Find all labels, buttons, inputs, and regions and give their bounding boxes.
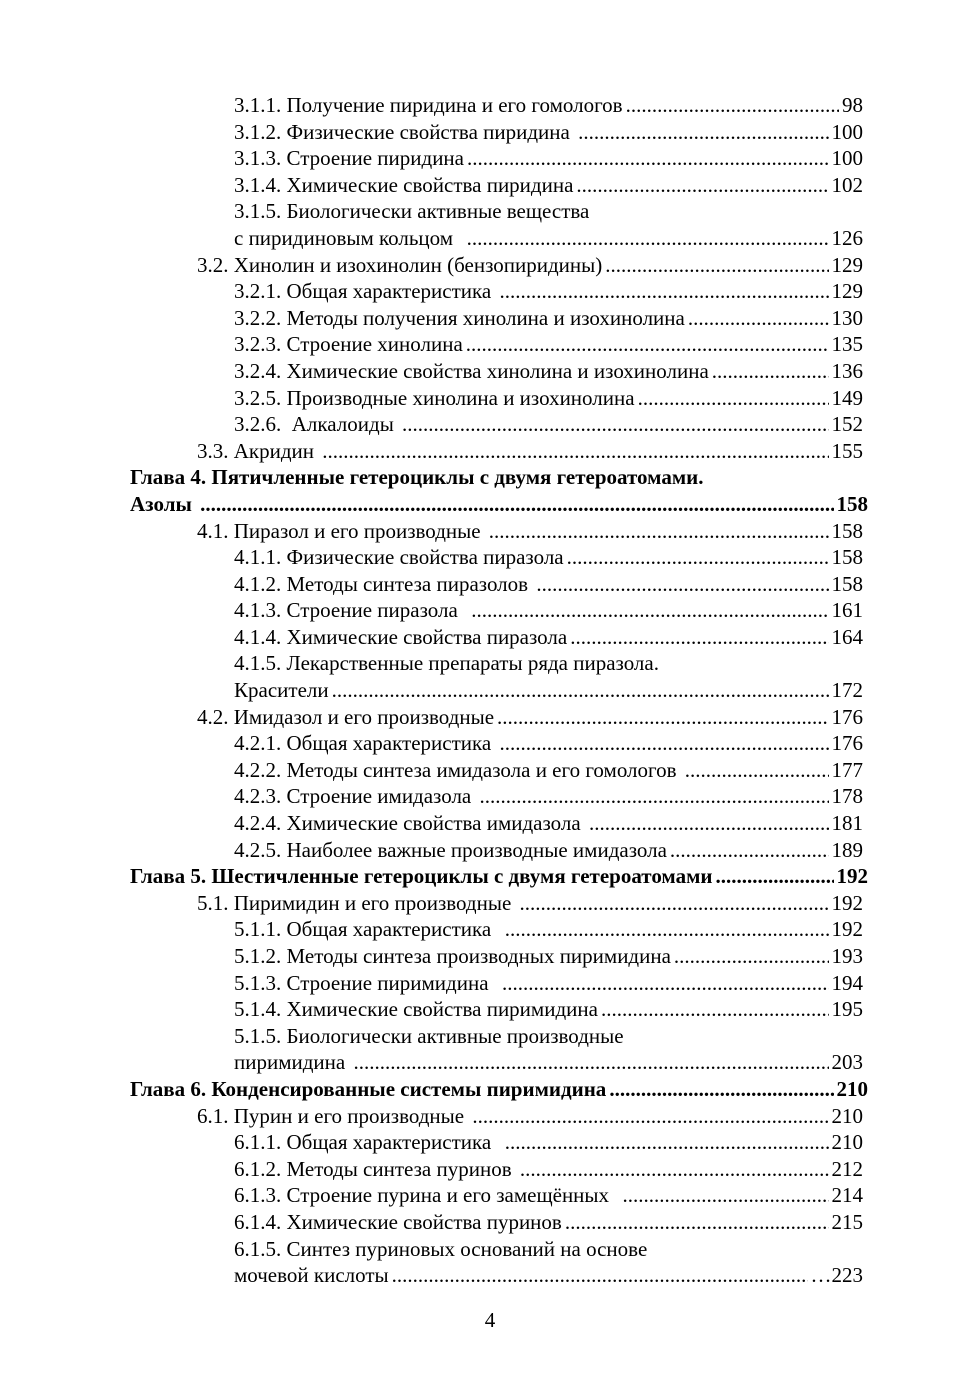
toc-entry [130,863,868,890]
dot-leader [200,491,833,518]
toc-entry-page: 100 [831,119,863,144]
toc-entry-page: 193 [831,944,863,968]
toc-line [0,890,980,917]
toc-line [0,305,980,332]
toc-line [0,278,980,305]
dot-leader [638,385,829,412]
toc-line [0,358,980,385]
dot-leader [505,1129,829,1156]
toc-entry [130,1076,868,1103]
toc-entry [234,571,863,598]
toc-entry-page: 100 [831,146,863,171]
toc-entry-title: с пиридиновым кольцом [234,225,464,250]
toc-entry [234,730,863,757]
toc-entry [130,491,868,518]
toc-entry-page: 130 [831,305,863,330]
dot-leader [520,890,829,917]
toc-entry-title: 5.1.2. Методы синтеза производных пиримидина [234,944,671,968]
dot-leader [472,1103,828,1130]
toc-entry-page: 136 [831,358,863,383]
dot-leader [578,119,828,146]
toc-entry-page: 214 [831,1183,863,1208]
toc-entry-title: 3.2.6. Алкалоиды [234,412,400,437]
toc-entry-title: 6.1. Пурин и его производные [197,1103,470,1128]
toc-entry-title: пиримидина [234,1050,351,1075]
table-of-contents [0,92,980,1289]
toc-line [0,1209,980,1236]
dot-leader [332,677,829,704]
toc-entry-title: 6.1.3. Строение пурина и его замещённых [234,1183,620,1208]
toc-line [0,996,980,1023]
toc-entry [234,837,863,864]
dot-leader [601,996,829,1023]
dot-leader [609,1076,833,1103]
toc-entry-page: 102 [831,172,863,197]
toc-entry [130,464,868,491]
toc-entry [234,597,863,624]
dot-leader [392,1262,808,1289]
toc-entry-title: 3.2.5. Производные хинолина и изохинолина [234,385,635,410]
toc-entry [234,331,863,358]
toc-entry-page: 189 [831,837,863,862]
toc-entry [234,411,863,438]
toc-entry-title: 5.1.3. Строение пиримидина [234,970,500,995]
toc-entry [234,544,863,571]
dot-leader [715,863,833,890]
toc-line [0,331,980,358]
dot-leader [623,1182,829,1209]
toc-entry [234,757,863,784]
toc-entry-page: 210 [831,1130,863,1155]
toc-line [0,92,980,119]
toc-entry [234,650,863,677]
toc-entry-page: 164 [831,624,863,649]
toc-entry-page: 178 [831,784,863,809]
toc-entry-page: 152 [831,412,863,437]
toc-entry-title: 4.2.2. Методы синтеза имидазола и его гомологов [234,757,682,782]
toc-line [0,1129,980,1156]
toc-entry-title: 6.1.1. Общая характеристика [234,1130,502,1155]
toc-entry-title: 5.1.4. Химические свойства пиримидина [234,997,598,1022]
toc-entry [234,916,863,943]
toc-entry-page: 149 [831,385,863,410]
toc-entry-title: 6.1.4. Химические свойства пуринов [234,1209,562,1234]
toc-line [0,916,980,943]
toc-line [0,704,980,731]
toc-entry-title: 5.1.1. Общая характеристика [234,917,502,942]
dot-leader [467,145,829,172]
toc-entry [234,278,863,305]
toc-entry-title: 4.1.4. Химические свойства пиразола [234,624,568,649]
toc-entry [197,252,863,279]
toc-line [0,1156,980,1183]
toc-entry [234,810,863,837]
toc-entry [234,943,863,970]
toc-entry-title: 5.1.5. Биологически активные производные [234,1023,624,1048]
toc-entry-page: 155 [831,438,863,463]
toc-entry [197,438,863,465]
toc-entry-title: Глава 4. Пятичленные гетероциклы с двумя гетероатомами. [130,465,704,490]
toc-line [0,970,980,997]
toc-entry-page: 158 [831,571,863,596]
toc-entry-title: 4.2. Имидазол и его производные [197,704,495,729]
toc-entry-page: 161 [831,598,863,623]
toc-line [0,677,980,704]
toc-entry-page: 195 [831,997,863,1022]
toc-entry-title: 3.2.4. Химические свойства хинолина и изохинолина [234,358,709,383]
toc-line [0,491,980,518]
toc-entry-page: 158 [831,518,863,543]
toc-entry-title: 4.1.3. Строение пиразола [234,598,469,623]
toc-line [0,863,980,890]
dot-leader [670,837,829,864]
toc-entry-title: 3.1.5. Биологически активные вещества [234,199,590,224]
toc-entry [234,119,863,146]
toc-entry-page: 210 [836,1076,868,1101]
toc-entry-title: 3.2.1. Общая характеристика [234,279,497,304]
toc-line [0,252,980,279]
toc-entry [234,1049,863,1076]
dot-leader [712,358,829,385]
toc-entry [197,890,863,917]
dot-leader [353,1049,828,1076]
toc-entry [234,624,863,651]
toc-entry-page: 192 [831,890,863,915]
toc-line [0,1103,980,1130]
toc-entry [234,305,863,332]
toc-entry [234,358,863,385]
toc-entry-title: 3.3. Акридин [197,438,320,463]
dot-leader [497,704,828,731]
page-number: 4 [484,1308,496,1332]
toc-entry [234,198,863,225]
dot-leader [674,943,829,970]
toc-entry [234,1156,863,1183]
toc-line [0,438,980,465]
toc-entry-page: 126 [831,225,863,250]
toc-line [0,544,980,571]
dot-leader [505,916,829,943]
toc-entry-page: 176 [831,704,863,729]
toc-entry [234,1236,863,1263]
toc-entry-page: 176 [831,731,863,756]
toc-line [0,730,980,757]
toc-line [0,624,980,651]
toc-entry-page: 203 [831,1050,863,1075]
toc-line [0,597,980,624]
toc-entry-title: Глава 5. Шестичленные гетероциклы с двумя гетероатомами [130,864,713,889]
toc-entry-title: Азолы [130,491,198,516]
toc-entry [234,783,863,810]
toc-line [0,225,980,252]
dot-leader [402,411,828,438]
toc-entry-title: 6.1.2. Методы синтеза пуринов [234,1156,517,1181]
toc-entry-title: мочевой кислоты [234,1263,389,1288]
toc-entry-title: 6.1.5. Синтез пуриновых оснований на основе [234,1236,648,1261]
toc-line [0,943,980,970]
toc-line [0,783,980,810]
toc-line [0,571,980,598]
toc-line [0,837,980,864]
dot-leader [605,252,828,279]
toc-line [0,1262,980,1289]
toc-line [0,119,980,146]
toc-line [0,385,980,412]
dot-leader [502,970,828,997]
toc-entry-title: 3.2. Хинолин и изохинолин (бензопиридины) [197,252,603,277]
toc-entry [234,970,863,997]
toc-entry [234,145,863,172]
toc-entry-page: 210 [831,1103,863,1128]
toc-entry [234,1129,863,1156]
dot-leader [688,305,829,332]
toc-entry-page: 192 [836,864,868,889]
toc-entry-title: 3.2.3. Строение хинолина [234,332,463,357]
toc-entry-title: Глава 6. Конденсированные системы пиримидина [130,1076,607,1101]
toc-line [0,650,980,677]
toc-entry [234,1023,863,1050]
toc-entry-page: 98 [842,93,863,117]
toc-entry-title: 3.1.3. Строение пиридина [234,146,464,171]
dot-leader [685,757,829,784]
toc-entry-page: 177 [831,757,863,782]
toc-entry-page: 129 [831,279,863,304]
toc-line [0,518,980,545]
toc-entry-title: 5.1. Пиримидин и его производные [197,890,517,915]
dot-leader [499,278,828,305]
dot-leader [471,597,828,624]
dot-leader [489,518,829,545]
toc-line [0,145,980,172]
toc-entry-page: 215 [831,1209,863,1234]
toc-entry-page: 135 [831,332,863,357]
toc-entry-title: 4.2.4. Химические свойства имидазола [234,811,586,836]
toc-entry [234,225,863,252]
toc-entry-title: 3.2.2. Методы получения хинолина и изохинолина [234,305,685,330]
toc-line [0,1049,980,1076]
toc-entry [234,385,863,412]
toc-entry-title: Красители [234,678,329,703]
dot-leader [626,92,839,119]
toc-line [0,1182,980,1209]
toc-line [0,198,980,225]
dot-leader [565,1209,829,1236]
toc-entry-title: 4.1.1. Физические свойства пиразола [234,545,564,570]
dot-leader [499,730,828,757]
toc-line [0,172,980,199]
toc-entry-title: 4.1.5. Лекарственные препараты ряда пиразола. [234,651,659,676]
dot-leader [589,810,829,837]
dot-leader [322,438,828,465]
toc-entry [234,677,863,704]
toc-line [0,1236,980,1263]
toc-entry [234,1209,863,1236]
dot-leader [570,624,828,651]
toc-line [0,1023,980,1050]
toc-entry-title: 3.1.4. Химические свойства пиридина [234,172,574,197]
dot-leader [466,331,829,358]
toc-entry-page: …223 [810,1263,863,1288]
toc-line [0,464,980,491]
toc-entry-page: 192 [831,917,863,942]
dot-leader [520,1156,829,1183]
toc-entry [197,1103,863,1130]
toc-entry-title: 4.2.1. Общая характеристика [234,731,497,756]
toc-entry [234,996,863,1023]
toc-line [0,411,980,438]
toc-entry [234,1262,863,1289]
toc-line [0,810,980,837]
toc-line [0,757,980,784]
toc-entry-page: 181 [831,811,863,836]
dot-leader [467,225,829,252]
toc-entry [234,92,863,119]
toc-entry-title: 4.2.5. Наиболее важные производные имидазола [234,837,667,862]
dot-leader [576,172,828,199]
toc-entry-page: 158 [836,491,868,516]
toc-entry-page: 129 [831,252,863,277]
toc-entry-page: 158 [831,545,863,570]
toc-entry-title: 4.1.2. Методы синтеза пиразолов [234,571,534,596]
toc-entry-page: 212 [831,1156,863,1181]
toc-entry-title: 3.1.1. Получение пиридина и его гомологов [234,93,623,117]
toc-entry [197,518,863,545]
toc-entry [234,1182,863,1209]
toc-entry [197,704,863,731]
dot-leader [480,783,829,810]
toc-line [0,1076,980,1103]
toc-entry [234,172,863,199]
dot-leader [567,544,829,571]
toc-entry-title: 3.1.2. Физические свойства пиридина [234,119,576,144]
toc-entry-page: 172 [831,678,863,703]
toc-entry-title: 4.2.3. Строение имидазола [234,784,477,809]
toc-entry-page: 194 [831,970,863,995]
toc-entry-title: 4.1. Пиразол и его производные [197,518,486,543]
dot-leader [536,571,828,598]
